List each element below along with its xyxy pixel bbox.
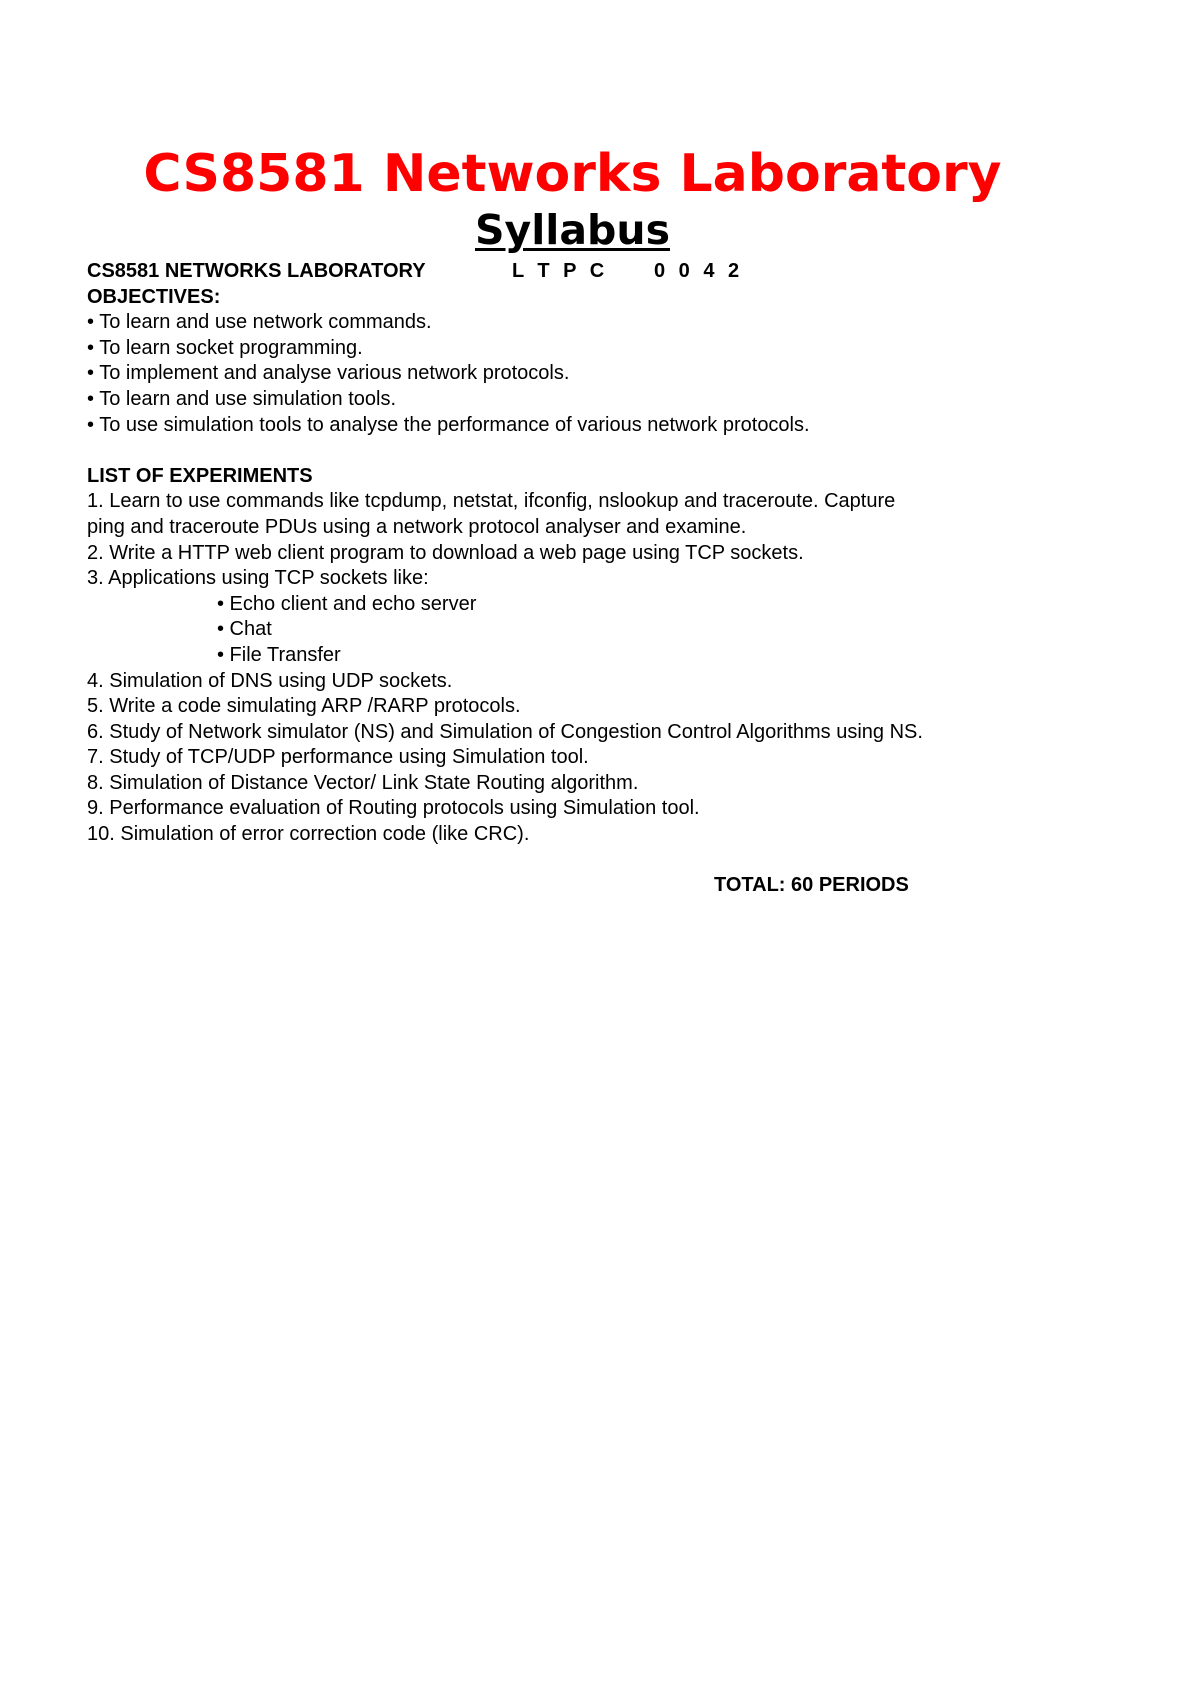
experiment-sub-item: • File Transfer [217, 643, 341, 666]
experiment-line: 7. Study of TCP/UDP performance using Simulation tool. [87, 746, 589, 769]
document-title: CS8581 Networks Laboratory [143, 144, 1002, 204]
experiment-line: 8. Simulation of Distance Vector/ Link State Routing algorithm. [87, 771, 639, 794]
ltpc-label: L T P C [512, 260, 609, 282]
experiment-line: 5. Write a code simulating ARP /RARP protocols. [87, 695, 521, 718]
experiment-sub-item: • Echo client and echo server [217, 592, 477, 615]
total-periods: TOTAL: 60 PERIODS [714, 874, 909, 897]
spacer [87, 848, 1147, 874]
experiment-line: 2. Write a HTTP web client program to download a web page using TCP sockets. [87, 541, 804, 564]
experiments-heading: LIST OF EXPERIMENTS [87, 464, 313, 487]
document-subtitle: Syllabus [475, 206, 670, 254]
objective-item: • To learn and use network commands. [87, 311, 432, 334]
experiment-line: 10. Simulation of error correction code (like CRC). [87, 823, 530, 846]
syllabus-body [87, 259, 1147, 899]
course-code-name: CS8581 NETWORKS LABORATORY [87, 260, 426, 282]
objective-item: • To learn socket programming. [87, 336, 363, 359]
objective-item: • To implement and analyse various network protocols. [87, 362, 570, 385]
course-header-line [87, 259, 1147, 285]
experiment-line: 6. Study of Network simulator (NS) and Simulation of Congestion Control Algorithms using NS. [87, 720, 923, 743]
objectives-heading: OBJECTIVES: [87, 285, 221, 308]
experiment-line: 1. Learn to use commands like tcpdump, netstat, ifconfig, nslookup and traceroute. Capture [87, 490, 896, 513]
experiment-sub-item: • Chat [217, 618, 272, 641]
ltpc-values: 0 0 4 2 [654, 260, 744, 282]
experiment-line: 4. Simulation of DNS using UDP sockets. [87, 669, 453, 692]
objective-item: • To learn and use simulation tools. [87, 387, 397, 410]
experiment-line: ping and traceroute PDUs using a network protocol analyser and examine. [87, 515, 747, 538]
spacer [87, 438, 1147, 464]
experiment-line: 3. Applications using TCP sockets like: [87, 567, 429, 590]
experiment-line: 9. Performance evaluation of Routing protocols using Simulation tool. [87, 797, 700, 820]
objective-item: • To use simulation tools to analyse the performance of various network protocols. [87, 413, 810, 436]
